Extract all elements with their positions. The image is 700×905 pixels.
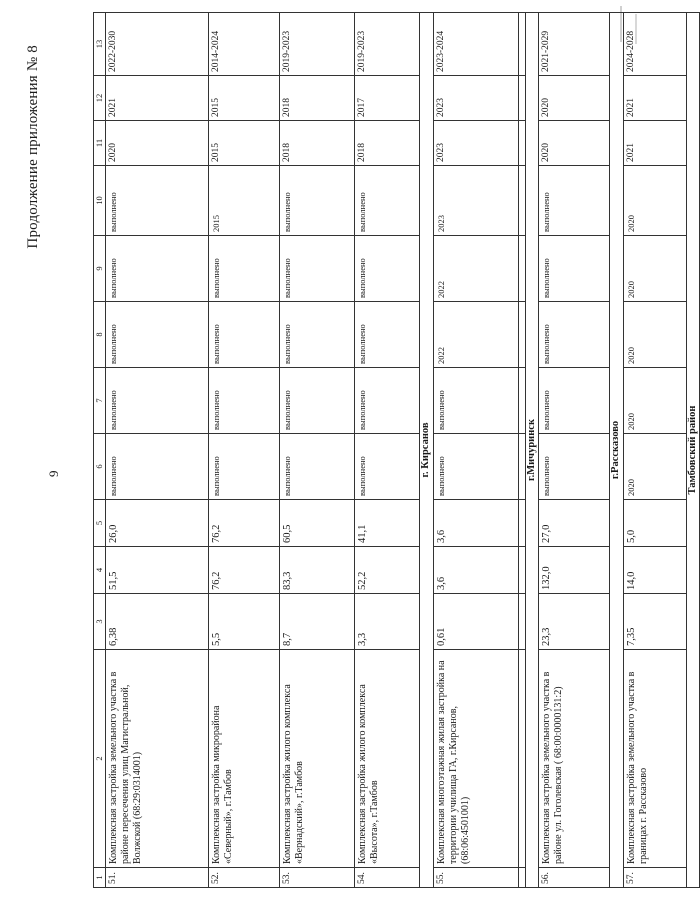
spacer-row [518, 13, 525, 888]
group-label: г.Рассказово [610, 13, 624, 888]
year-cell: 2021 [106, 76, 209, 121]
numeric-cell: 132,0 [539, 547, 610, 594]
empty-cell [518, 302, 525, 368]
numeric-cell: 8,7 [280, 594, 355, 650]
table-row [433, 13, 518, 888]
column-number-cell: 10 [94, 166, 106, 236]
stage-status-cell: выполнено [280, 236, 355, 302]
column-number-cell: 4 [94, 547, 106, 594]
stage-status-cell: выполнено [539, 434, 610, 500]
stage-status-cell: выполнено [433, 434, 518, 500]
row-number: 56. [539, 868, 610, 888]
row-number: 55. [433, 868, 518, 888]
stage-status-cell: 2015 [209, 166, 280, 236]
table-row [539, 13, 610, 888]
stage-status-cell: выполнено [539, 368, 610, 434]
numeric-cell: 76,2 [209, 500, 280, 547]
table-row [280, 13, 355, 888]
stage-status-cell: выполнено [355, 368, 420, 434]
stage-status-cell: 2020 [623, 434, 686, 500]
stage-status-cell: выполнено [355, 166, 420, 236]
project-name: Комплексная застройка жилого комплекса «Вернадский», г.Тамбов [280, 650, 355, 868]
stage-status-cell: выполнено [355, 302, 420, 368]
numeric-cell: 52,2 [355, 547, 420, 594]
empty-cell [518, 236, 525, 302]
numeric-cell: 7,35 [623, 594, 686, 650]
stage-status-cell: выполнено [209, 434, 280, 500]
empty-cell [518, 500, 525, 547]
year-cell: 2018 [280, 121, 355, 166]
project-name: Комплексная застройка земельного участка в районе пересечения улиц Магистральной, Волжской (68:29:0314001) [106, 650, 209, 868]
group-header-row [525, 13, 539, 888]
stage-status-cell: выполнено [209, 236, 280, 302]
project-name: Комплексная застройка земельного участка в границах г. Рассказово [623, 650, 686, 868]
stage-status-cell: выполнено [539, 302, 610, 368]
stage-status-cell: выполнено [539, 166, 610, 236]
year-cell: 2021 [623, 121, 686, 166]
year-cell: 2021 [623, 76, 686, 121]
stage-status-cell: выполнено [433, 368, 518, 434]
empty-cell [518, 368, 525, 434]
stage-status-cell: 2020 [623, 236, 686, 302]
stage-status-cell: выполнено [280, 368, 355, 434]
empty-cell [518, 650, 525, 868]
column-number-cell: 13 [94, 13, 106, 76]
numeric-cell: 14,0 [623, 547, 686, 594]
year-cell: 2024-2028 [623, 13, 686, 76]
table-row [106, 13, 209, 888]
project-name: Комплексная застройка микрорайона «Северный», г.Тамбов [209, 650, 280, 868]
column-number-cell: 11 [94, 121, 106, 166]
stage-status-cell: выполнено [106, 166, 209, 236]
appendix-table [93, 12, 700, 888]
project-name: Комплексная застройка жилого комплекса «Высота», г.Тамбов [355, 650, 420, 868]
row-number: 52. [209, 868, 280, 888]
column-number-cell: 8 [94, 302, 106, 368]
year-cell: 2018 [280, 76, 355, 121]
stage-status-cell: 2020 [623, 368, 686, 434]
year-cell: 2020 [539, 121, 610, 166]
group-label: г.Мичуринск [525, 13, 539, 888]
numeric-cell: 6,38 [106, 594, 209, 650]
column-number-cell: 12 [94, 76, 106, 121]
stage-status-cell: выполнено [539, 236, 610, 302]
numeric-cell: 51,5 [106, 547, 209, 594]
group-header-row [420, 13, 434, 888]
empty-cell [518, 594, 525, 650]
column-number-cell: 6 [94, 434, 106, 500]
row-number: 54. [355, 868, 420, 888]
appendix-continuation-heading: Продолжение приложения № 8 [25, 45, 41, 249]
year-cell: 2014-2024 [209, 13, 280, 76]
group-header-row [610, 13, 624, 888]
group-label: Тамбовский район [686, 13, 700, 888]
page-number: 9 [46, 470, 61, 477]
empty-cell [518, 166, 525, 236]
year-cell: 2018 [355, 121, 420, 166]
stage-status-cell: 2020 [623, 302, 686, 368]
column-number-row [94, 13, 106, 888]
year-cell: 2023-2024 [433, 13, 518, 76]
year-cell: 2015 [209, 76, 280, 121]
table-row [209, 13, 280, 888]
numeric-cell: 3,6 [433, 547, 518, 594]
numeric-cell: 5,5 [209, 594, 280, 650]
empty-cell [518, 434, 525, 500]
stage-status-cell: 2022 [433, 236, 518, 302]
column-number-cell: 3 [94, 594, 106, 650]
row-number: 51. [106, 868, 209, 888]
table-body [94, 13, 700, 888]
table-row [623, 13, 686, 888]
numeric-cell: 0,61 [433, 594, 518, 650]
row-number: 57. [623, 868, 686, 888]
stage-status-cell: выполнено [106, 236, 209, 302]
numeric-cell: 3,6 [433, 500, 518, 547]
numeric-cell: 76,2 [209, 547, 280, 594]
project-name: Комплексная застройка земельного участка в районе ул. Гоголевская ( 68:00:0000131:2) [539, 650, 610, 868]
numeric-cell: 27,0 [539, 500, 610, 547]
empty-cell [518, 76, 525, 121]
stage-status-cell: выполнено [355, 236, 420, 302]
year-cell: 2021-2029 [539, 13, 610, 76]
stage-status-cell: 2020 [623, 166, 686, 236]
column-number-cell: 2 [94, 650, 106, 868]
empty-cell [518, 13, 525, 76]
stage-status-cell: выполнено [355, 434, 420, 500]
stage-status-cell: выполнено [106, 302, 209, 368]
numeric-cell: 23,3 [539, 594, 610, 650]
numeric-cell: 26,0 [106, 500, 209, 547]
year-cell: 2017 [355, 76, 420, 121]
year-cell: 2020 [539, 76, 610, 121]
numeric-cell: 5,0 [623, 500, 686, 547]
year-cell: 2019-2023 [355, 13, 420, 76]
stage-status-cell: выполнено [280, 434, 355, 500]
group-header-row [686, 13, 700, 888]
empty-cell [518, 868, 525, 888]
group-label: г. Кирсанов [420, 13, 434, 888]
row-number: 53. [280, 868, 355, 888]
numeric-cell: 60,5 [280, 500, 355, 547]
year-cell: 2015 [209, 121, 280, 166]
empty-cell [518, 547, 525, 594]
column-number-cell: 5 [94, 500, 106, 547]
stage-status-cell: выполнено [209, 302, 280, 368]
year-cell: 2023 [433, 76, 518, 121]
empty-cell [518, 121, 525, 166]
year-cell: 2023 [433, 121, 518, 166]
year-cell: 2019-2023 [280, 13, 355, 76]
stage-status-cell: выполнено [209, 368, 280, 434]
year-cell: 2020 [106, 121, 209, 166]
stage-status-cell: выполнено [280, 302, 355, 368]
numeric-cell: 3,3 [355, 594, 420, 650]
year-cell: 2022-2030 [106, 13, 209, 76]
numeric-cell: 83,3 [280, 547, 355, 594]
project-name: Комплексная многоэтажная жилая застройка на территории училища ГА, г.Кирсанов, (68:06:4501001) [433, 650, 518, 868]
table-row [355, 13, 420, 888]
stage-status-cell: 2023 [433, 166, 518, 236]
stage-status-cell: выполнено [280, 166, 355, 236]
stage-status-cell: 2022 [433, 302, 518, 368]
stage-status-cell: выполнено [106, 368, 209, 434]
column-number-cell: 1 [94, 868, 106, 888]
numeric-cell: 41,1 [355, 500, 420, 547]
column-number-cell: 7 [94, 368, 106, 434]
stage-status-cell: выполнено [106, 434, 209, 500]
column-number-cell: 9 [94, 236, 106, 302]
